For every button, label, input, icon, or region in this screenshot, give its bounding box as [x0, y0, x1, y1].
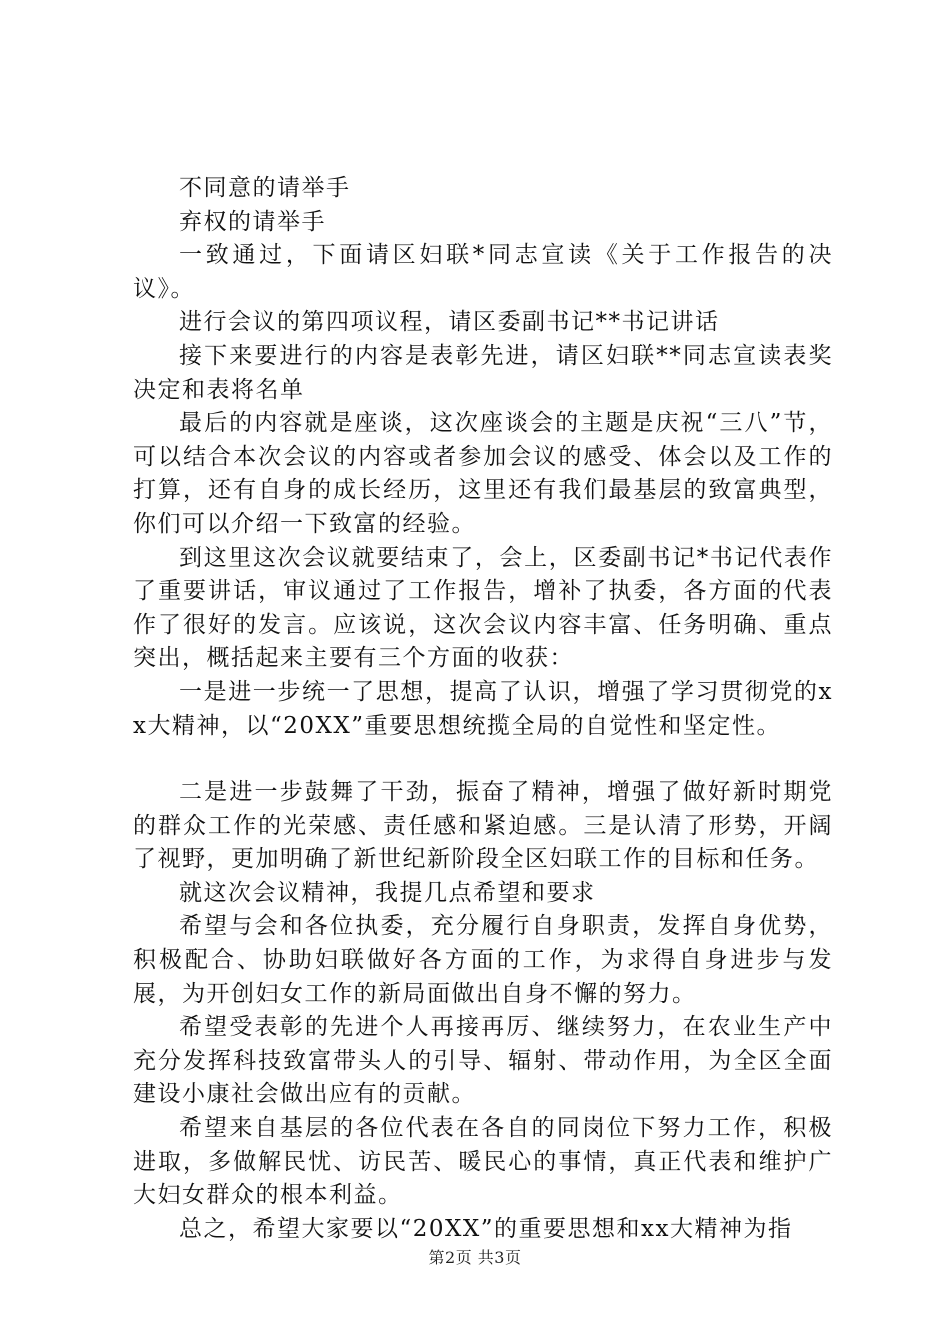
- page-number: 第2页 共3页: [428, 1248, 522, 1267]
- paragraph-abstain-vote: 弃权的请举手: [179, 208, 326, 235]
- paragraph-gain-one: 一是进一步统一了思想，提高了认识，增强了学习贯彻党的xx大精神，以“20XX”重要思想统揽全局的自觉性和坚定性。: [133, 678, 833, 739]
- paragraph-hope-advanced: 希望受表彰的先进个人再接再厉、继续努力，在农业生产中充分发挥科技致富带头人的引导、辐射、带动作用，为全区全面建设小康社会做出应有的贡献。: [133, 1014, 833, 1108]
- paragraph-commendation: 接下来要进行的内容是表彰先进，请区妇联**同志宣读表奖决定和表将名单: [133, 342, 833, 403]
- blank-line: [133, 743, 833, 776]
- paragraph-hopes-intro: 就这次会议精神，我提几点希望和要求: [179, 879, 596, 906]
- paragraph-symposium: 最后的内容就是座谈，这次座谈会的主题是庆祝“三八”节，可以结合本次会议的内容或者参加会议的感受、体会以及工作的打算，还有自身的成长经历，这里还有我们最基层的致富典型，你们可以介绍一下致富的经验。: [133, 410, 833, 537]
- paragraph-disagree-vote: 不同意的请举手: [179, 175, 351, 201]
- paragraph-hope-committee: 希望与会和各位执委，充分履行自身职责，发挥自身优势，积极配合、协助妇联做好各方面的工作，为求得自身进步与发展，为开创妇女工作的新局面做出自身不懈的努力。: [133, 913, 833, 1007]
- paragraph-hope-grassroots: 希望来自基层的各位代表在各自的同岗位下努力工作，积极进取，多做解民忧、访民苦、暖民心的事情，真正代表和维护广大妇女群众的根本利益。: [133, 1115, 833, 1209]
- paragraph-meeting-summary: 到这里这次会议就要结束了，会上，区委副书记*书记代表作了重要讲话，审议通过了工作报告，增补了执委，各方面的代表作了很好的发言。应该说，这次会议内容丰富、任务明确、重点突出，概括起来主要有三个方面的收获：: [133, 544, 833, 672]
- paragraph-conclusion: 总之，希望大家要以“20XX”的重要思想和xx大精神为指: [179, 1215, 793, 1242]
- paragraph-gain-two-three: 二是进一步鼓舞了干劲，振奋了精神，增强了做好新时期党的群众工作的光荣感、责任感和紧迫感。三是认清了形势，开阔了视野，更加明确了新世纪新阶段全区妇联工作的目标和任务。: [133, 779, 833, 873]
- paragraph-unanimous-pass: 一致通过，下面请区妇联*同志宣读《关于工作报告的决议》。: [133, 242, 833, 302]
- paragraph-fourth-agenda: 进行会议的第四项议程，请区委副书记**书记讲话: [179, 309, 720, 336]
- document-body: [133, 172, 833, 1246]
